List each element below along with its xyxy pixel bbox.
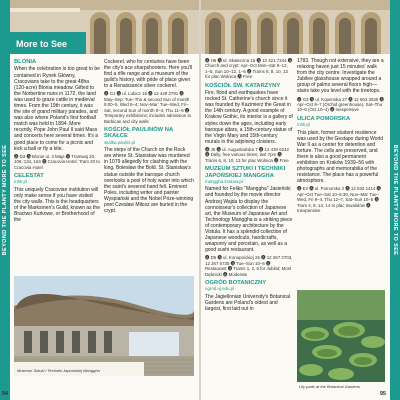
- side-tab-text: BEYOND THE PLANTY MORE TO SEE: [2, 144, 8, 256]
- left-page: [0, 0, 199, 400]
- entry-heading: MUZEUM SZTUKI I TECHNIKI JAPOŃSKIEJ MANGGHA manggha.krakow.pl: [205, 166, 286, 184]
- header-photo-right: [201, 0, 390, 54]
- page-number: 95: [379, 391, 386, 397]
- entry-body: This uniquely Cracovian institution will only make sense if you have visited the city walls. This is the headquarters of the Marksmen's Guild, known as the Bractwo Kurkowe, or Brotherhood of the: [14, 186, 100, 224]
- entry-body: Fire, flood and earthquakes have rocked St. Catherine's church since it was founded by Kazimierz the Great in the 14th century. A good example of Krakow Gothic, its interior is a gallery of styles down the ages, including early baroque altars, a 15th-century statue of the Virgin Mary and 15th-century murals in the adjoining cloisters.: [205, 90, 293, 145]
- right-page: [201, 0, 400, 400]
- entry-info: 🅐 E2 🅐 ul. Pomorska 2 🅐 12 633 1414 🅐 Apr–Oct Tue–Sat 10–5:30, Nov–Mar Tue–Wed, Fri 9–4, Thu 12–7, Sat–Sun 10–5 🅐 Tram 4, 8, 13, 14 to plac Inwalidów 🅐 Inexpensive: [297, 186, 381, 214]
- manggha-photo: [14, 276, 194, 376]
- entry-body: Cockerel, who for centuries have been the city's ace sharpshooters. Here you'll find a rifle range and a museum of the guild's history, with pride of place given to a Renaissance silver cockerel.: [104, 59, 193, 90]
- arched-building-photo: [201, 0, 390, 54]
- page-number: 94: [2, 391, 9, 397]
- lily-pads-photo: [297, 290, 385, 382]
- entry-info: 🅐 G1 🅐 ul. Lubicz 16 🅐 12 429 3791 🅐 May–Sep: Tue–Thu & second Sun of month 9:00–5, Wed 9–4; Nov–Mar: Tue–Wed, Fri–Sat, second Sun of month 9–4, Thu 11–6 🅐 Temporary exhibitions; includes admission to Barbican and city walls: [104, 91, 192, 124]
- entry-info: 🅐 J6 🅐 ul. Augustiańska 7 🅐 12 430 6242 🅐 Daily, free various times; last 7pm 🅐 Trams 6, 8, 10, 13 for plac Wolnica 🅐 Free: [205, 146, 289, 163]
- side-tab-text: BEYOND THE PLANTY MORE TO SEE: [392, 144, 398, 256]
- entry-body: 1783. Though not extensive, they are a relaxing haven just 15 minutes' walk from the city centre. Investigate the Jubilee glasshouse wrapped around a group of palms several floors high—stairs take you level with the treetops.: [297, 58, 384, 95]
- entry-info: 🅐 G3 🅐 ul. Kopernika 27 🅐 12 663 3635 🅐 Apr–Oct 9–7 (Orchid greenhouse), Sat–Thu 10–6 (Oct 10–4) 🅐 Inexpensive: [297, 96, 384, 113]
- entry-heading: CELESTAT mhk.pl: [14, 172, 44, 185]
- photo-caption: Lily pads at the Botanical Gardens: [299, 384, 360, 389]
- right-column-1: [205, 58, 293, 314]
- entry-body: The Jagiellonian University's Botanical Gardens are Poland's oldest and largest, first laid out in: [205, 293, 291, 312]
- section-header: [10, 32, 86, 54]
- entry-heading: BLONIA: [14, 59, 37, 65]
- entry-info: 🅐 D6 🅐 ul. Konopnickiej 26 🅐 12 267 2703, 12 267 5735 🅐 Tue–Sun 10–6 🅐 Restaurant 🅐 Trams 1, 2, 6 for Jubilat; Most Dębnicki 🅐 Moderate: [205, 255, 293, 277]
- entry-heading: KOŚCIÓŁ PAULINÓW NA SKAŁCE skalka.paulini.pl: [104, 126, 173, 145]
- entry-info: 🅐 H6 🅐 ul. Skałeczna 15 🅐 12 421 7244 🅐 Church and crypt: Apr–Oct Mon–Sat 9–12, 1–5, Sun 10–12, 1–5 🅐 Trams 6, 8, 10, 13 for plac Wolnica 🅐 Free: [205, 58, 293, 80]
- entry-body: When the celebration is too great to be contained in Rynek Główny, Cracovians take to the great 48ha (120-acre) Blonia meadow. Gifted to the Norbertine nuns in 1172, the land was used to graze cattle in medieval times. From the 19th century, it was the site of grand military parades, and was also where Poland's first football match was held in 1894. More recently, Pope John Paul II said Mass and concerts here several times. It's a good place to come for a picnic and kick a ball or fly a kite.: [14, 66, 100, 152]
- entry-body: Named for Feliks "Manggha" Jasieński and founded by the movie director Andrzej Wajda to display the connoisseur's collection of Japanese art, the Museum of Japanese Art and Technology Manggha is a striking piece of contemporary architecture by the Vistula. It has a splendid collection of Japanese woodcuts, handicrafts, weaponry and porcelain, as well as a good sushi restaurant.: [205, 186, 293, 254]
- side-tab-right: [390, 0, 400, 400]
- left-column-2: [104, 59, 194, 216]
- side-tab-left: [0, 0, 10, 400]
- entry-heading: OGRÓD BOTANICZNY ogrod.uj.edu.pl: [205, 279, 267, 292]
- photo-caption: Museum Sztuki i Techniki Japońskiej Manggha: [17, 368, 100, 373]
- entry-info: 🅐 D3 🅐 Blonie ul. 3 Maja 🅢 Tramwaj 20, 106, 134, 164 🅑 Cracovia Hotel; Tram 20 to Cracovia Hotel: [14, 153, 100, 170]
- entry-body: The steps of the Church on the Rock are where St. Stanisław was murdered in 1079 allegedly for clashing with the king, Bolesław the Bold. St. Stanisław's statue outside the baroque church overlooks a pool of holy water into which the saint's severed hand fell. Eminent Poles, including writer and painter Wyspiański and the Nobel Prize-winning poet Czesław Miłosz are buried in the crypt.: [104, 147, 194, 215]
- entry-heading: ULICA POMORSKA mhk.pl: [297, 115, 351, 128]
- right-column-2: [297, 58, 385, 216]
- left-column-1: [14, 59, 100, 225]
- entry-body: This plain, former student residence was used by the Gestapo during World War II as a center for detention and torture. The cells are preserved, and there is also a good permanent exhibition on Kraków 1939–56 with photographs and memorabilia of the resistance. The place has a powerful atmosphere.: [297, 129, 384, 185]
- section-title: More to See: [16, 39, 68, 49]
- entry-heading: KOŚCIÓŁ ŚW. KATARZYNY: [205, 82, 281, 89]
